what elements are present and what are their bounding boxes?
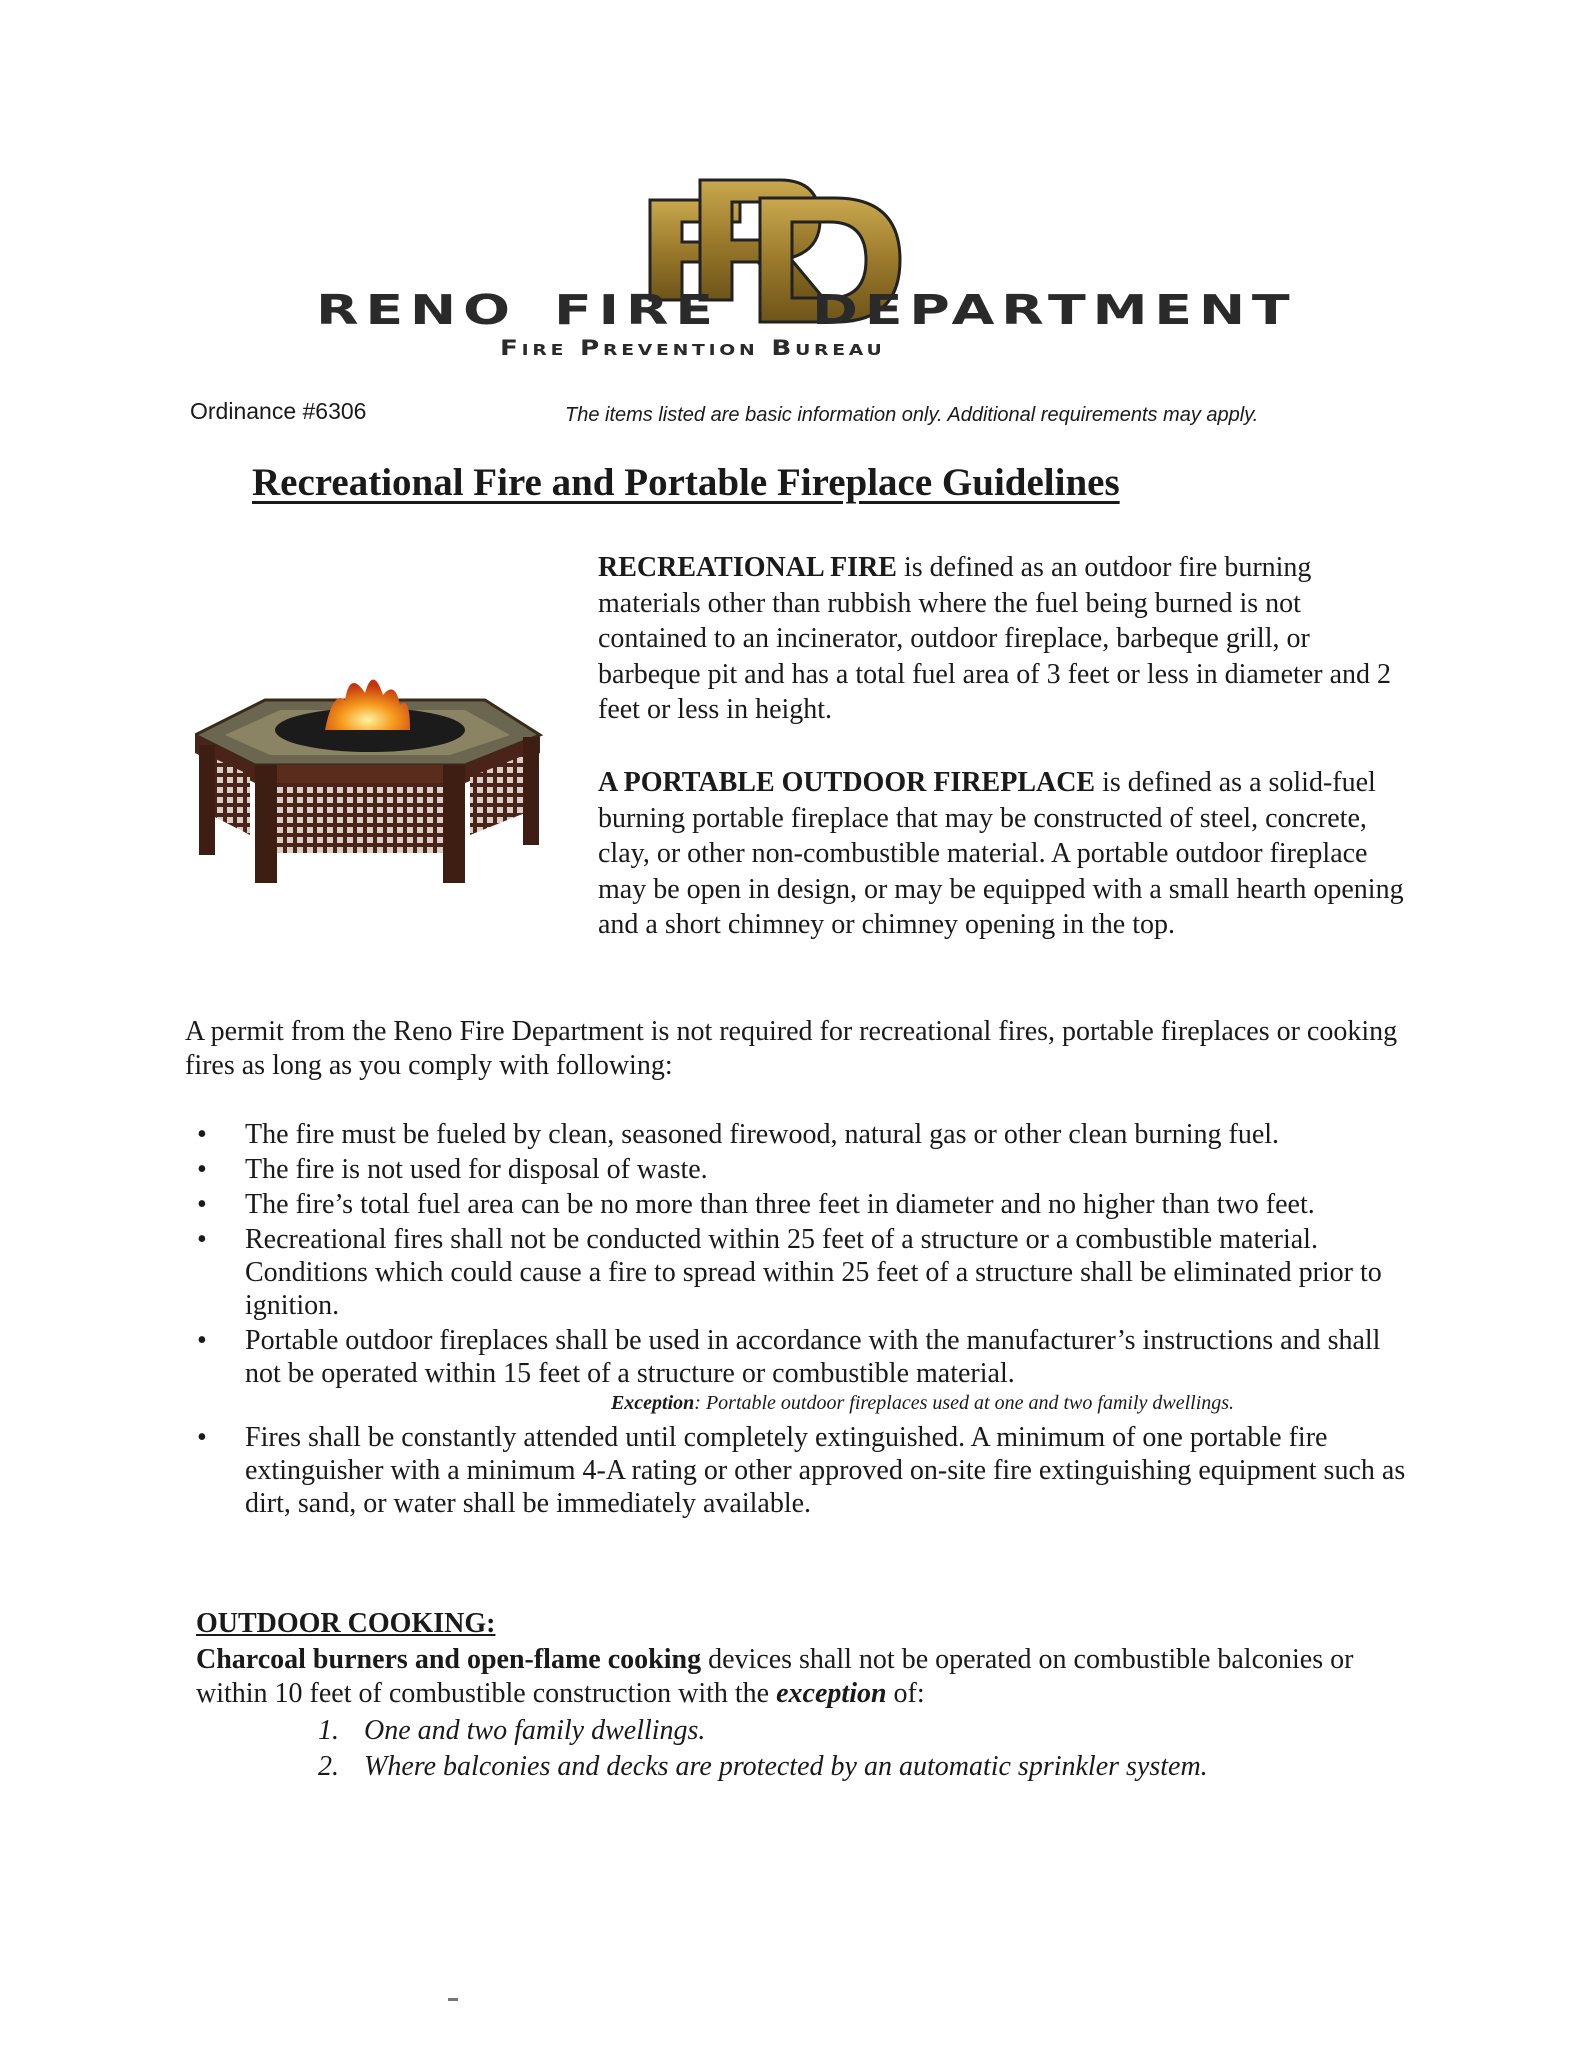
definition-text: is defined as a solid-fuel burning portable fireplace that may be constructed of steel, concrete, clay, or other non-combustible material. A portable outdoor fireplace may be open in design, or may be equipped with a small hearth opening and a short chimney or chimney opening in the top. [598, 767, 1404, 940]
bureau-name: Fire Prevention Bureau [500, 336, 886, 360]
page-title: Recreational Fire and Portable Fireplace Guidelines [252, 461, 1120, 504]
bullet-icon: • [197, 1325, 207, 1356]
list-item [185, 1188, 1420, 1221]
list-text: Where balconies and decks are protected by an automatic sprinkler system. [364, 1751, 1208, 1782]
permit-intro: A permit from the Reno Fire Department is not required for recreational fires, portable fireplaces or cooking fires as long as you comply with following: [185, 1016, 1398, 1081]
rule-text: The fire is not used for disposal of waste. [245, 1154, 708, 1185]
list-item [185, 1153, 1420, 1186]
list-item [185, 1324, 1420, 1390]
rule-text: Portable outdoor fireplaces shall be used in accordance with the manufacturer’s instructions and shall not be operated within 15 feet of a structure or combustible material. [245, 1325, 1381, 1389]
rule-text: The fire’s total fuel area can be no more than three feet in diameter and no higher than two feet. [245, 1189, 1315, 1220]
outdoor-cooking-text [196, 1643, 1426, 1711]
department-name-word: FIRE [554, 286, 720, 334]
bullet-icon: • [197, 1119, 207, 1150]
disclaimer: The items listed are basic information only. Additional requirements may apply. [565, 404, 1259, 426]
list-number: 1. [318, 1715, 339, 1746]
rules-list [185, 1118, 1420, 1522]
list-item [185, 1223, 1420, 1322]
bullet-icon: • [197, 1154, 207, 1185]
list-number: 2. [318, 1751, 339, 1782]
exception-note [185, 1392, 1420, 1415]
rule-text: Recreational fires shall not be conducted within 25 feet of a structure or a combustible material. Conditions which could cause a fire to spread within 25 feet of a structure shall be eliminated prior to ignition. [245, 1224, 1382, 1321]
list-item [318, 1713, 1208, 1749]
cooking-lead-bold: Charcoal burners and open-flame cooking [196, 1644, 702, 1675]
definition-portable-fireplace [598, 765, 1408, 943]
bullet-icon: • [197, 1224, 207, 1255]
exception-label: Exception [610, 1392, 695, 1414]
definition-recreational-fire [598, 550, 1408, 728]
cooking-exceptions-list [318, 1713, 1208, 1785]
list-text: One and two family dwellings. [364, 1715, 706, 1746]
department-name-word: RENO [316, 286, 517, 334]
ordinance-number: Ordinance #6306 [190, 398, 367, 424]
definition-term: RECREATIONAL FIRE [598, 552, 897, 583]
scan-artifact [448, 1998, 458, 2001]
bullet-icon: • [197, 1422, 207, 1453]
list-item [318, 1749, 1208, 1785]
cooking-lead-end: of: [886, 1678, 925, 1709]
definition-text: is defined as an outdoor fire burning materials other than rubbish where the fuel being burned is not contained to an incinerator, outdoor fireplace, barbeque grill, or barbeque pit and has a total fuel area of 3 feet or less in diameter and 2 feet or less in height. [598, 552, 1392, 725]
rule-text: The fire must be fueled by clean, seasoned firewood, natural gas or other clean burning fuel. [245, 1119, 1280, 1150]
department-name-word: DEPARTMENT [812, 286, 1297, 334]
fire-pit-image [195, 665, 545, 885]
cooking-lead-text: devices shall not be operated on combustible balconies or within 10 feet of combustible construction with the [196, 1644, 1354, 1709]
section-heading-outdoor-cooking: OUTDOOR COOKING: [196, 1608, 496, 1639]
exception-text: : Portable outdoor fireplaces used at one and two family dwellings. [694, 1392, 1235, 1414]
cooking-exception-word: exception [776, 1678, 887, 1709]
definition-term: A PORTABLE OUTDOOR FIREPLACE [598, 767, 1096, 798]
list-item [185, 1118, 1420, 1151]
list-item [185, 1421, 1420, 1520]
rule-text: Fires shall be constantly attended until completely extinguished. A minimum of one portable fire extinguisher with a minimum 4-A rating or other approved on-site fire extinguishing equipment such as dirt, sand, or water shall be immediately available. [245, 1422, 1406, 1519]
bullet-icon: • [197, 1189, 207, 1220]
